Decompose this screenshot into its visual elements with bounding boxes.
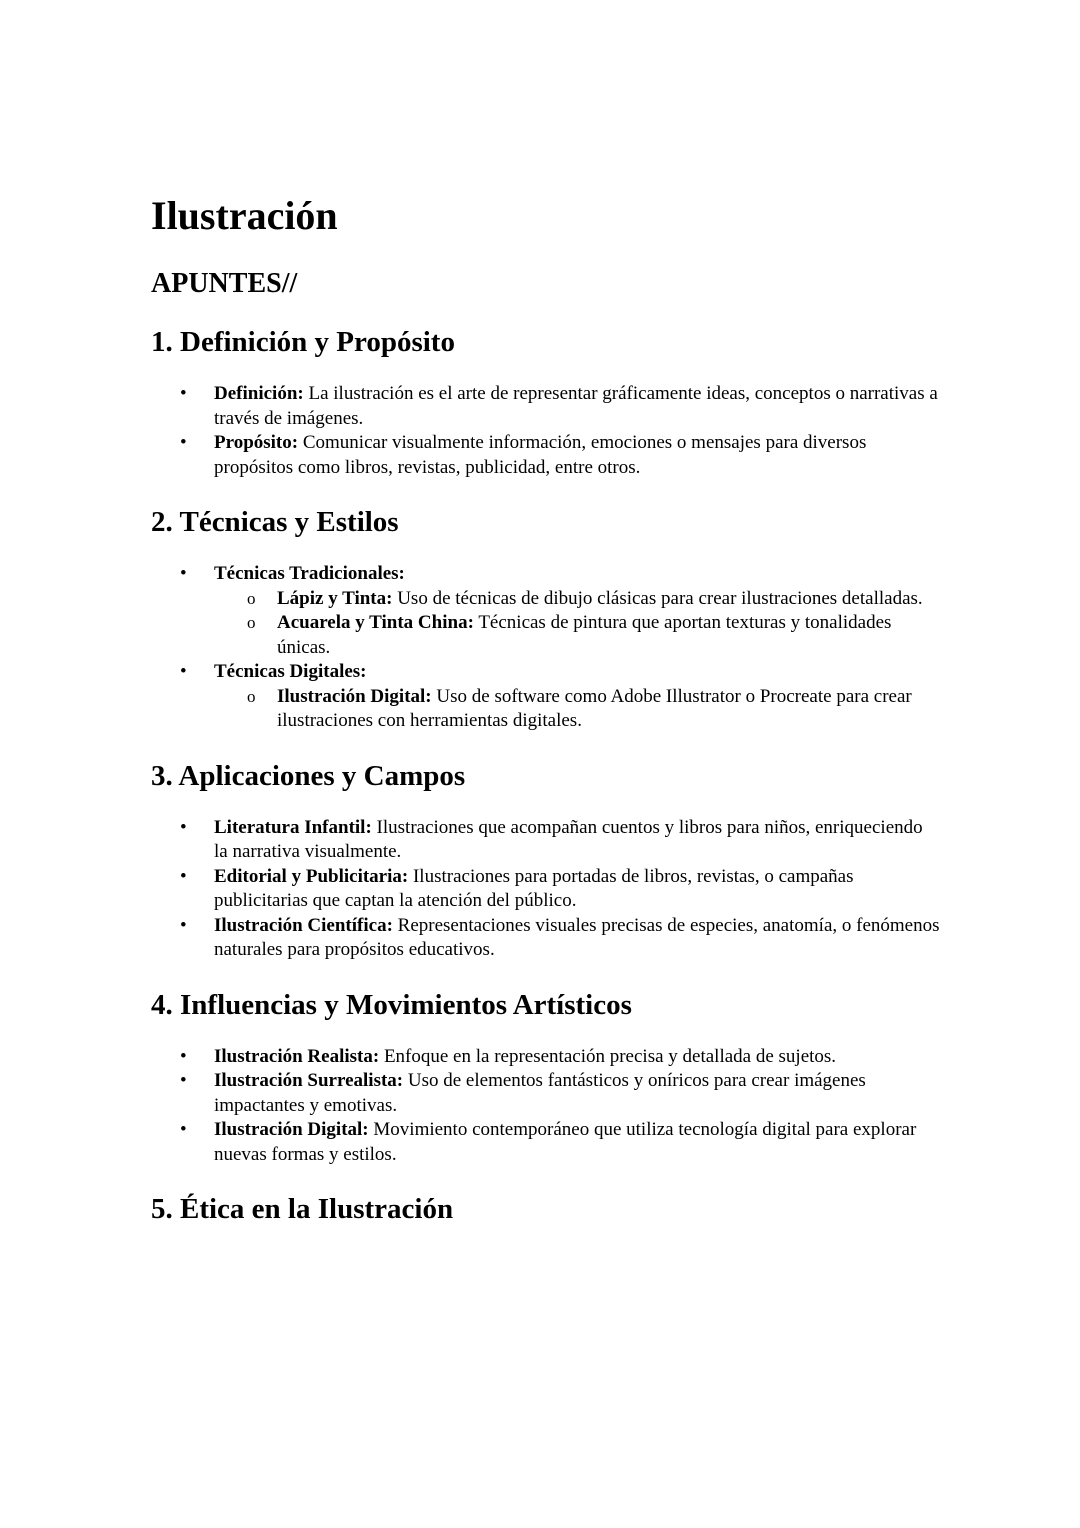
- item-text: Movimiento contemporáneo que utiliza tecnología digital para explorar nuevas formas y estilos.: [214, 1119, 917, 1165]
- item-term: Acuarela y Tinta China:: [277, 612, 474, 633]
- item-text: Enfoque en la representación precisa y detallada de sujetos.: [379, 1045, 837, 1067]
- item-term: Técnicas Tradicionales:: [214, 563, 405, 584]
- item-term: Lápiz y Tinta:: [277, 587, 393, 609]
- sub-list-item: [214, 611, 941, 660]
- item-text: Técnicas de pintura que aportan texturas y tonalidades únicas.: [277, 612, 892, 658]
- list-item: [151, 562, 941, 660]
- item-text: Uso de software como Adobe Illustrator o Procreate para crear ilustraciones con herramientas digitales.: [277, 685, 912, 731]
- item-term: Ilustración Digital:: [277, 685, 432, 707]
- document-page: [151, 190, 941, 1249]
- list-item: [151, 431, 941, 480]
- item-term: Ilustración Científica:: [214, 914, 393, 936]
- list-item: [151, 1045, 941, 1070]
- item-term: Ilustración Realista:: [214, 1045, 380, 1067]
- item-text: Uso de técnicas de dibujo clásicas para crear ilustraciones detalladas.: [392, 587, 923, 609]
- item-term: Ilustración Surrealista:: [214, 1070, 404, 1091]
- section-heading-1: 1. Definición y Propósito: [151, 326, 455, 358]
- section-list-2: [151, 562, 941, 734]
- section-heading-3: 3. Aplicaciones y Campos: [151, 759, 466, 792]
- list-item: [151, 914, 941, 963]
- item-term: Literatura Infantil:: [214, 816, 372, 838]
- section-heading-4: 4. Influencias y Movimientos Artísticos: [151, 988, 632, 1021]
- list-item: [151, 382, 941, 431]
- list-item: [151, 1118, 941, 1167]
- sub-list-item: [214, 685, 941, 734]
- document-subtitle: APUNTES//: [151, 268, 298, 299]
- item-term: Propósito:: [214, 432, 299, 453]
- item-term: Ilustración Digital:: [214, 1119, 369, 1140]
- list-item: [151, 816, 941, 865]
- item-term: Editorial y Publicitaria:: [214, 865, 409, 887]
- section-heading-5: 5. Ética en la Ilustración: [151, 1193, 454, 1225]
- item-text: Comunicar visualmente información, emociones o mensajes para diversos propósitos como libros, revistas, publicidad, entre otros.: [214, 432, 867, 478]
- list-item: [151, 1069, 941, 1118]
- item-term: Técnicas Digitales:: [214, 661, 367, 682]
- item-text: Representaciones visuales precisas de especies, anatomía, o fenómenos naturales para propósitos educativos.: [214, 914, 940, 960]
- section-heading-2: 2. Técnicas y Estilos: [151, 506, 399, 538]
- section-list-3: [151, 816, 941, 963]
- sub-list: [214, 587, 941, 661]
- item-text: Ilustraciones que acompañan cuentos y libros para niños, enriqueciendo la narrativa visualmente.: [214, 816, 923, 862]
- list-item: [151, 660, 941, 734]
- section-list-4: [151, 1045, 941, 1168]
- item-text: Ilustraciones para portadas de libros, revistas, o campañas publicitarias que captan la atención del público.: [214, 865, 854, 911]
- item-text: Uso de elementos fantásticos y oníricos para crear imágenes impactantes y emotivas.: [214, 1070, 866, 1116]
- item-text: La ilustración es el arte de representar gráficamente ideas, conceptos o narrativas a través de imágenes.: [214, 383, 938, 429]
- section-list-1: [151, 382, 941, 480]
- sub-list: [214, 685, 941, 734]
- document-title: Ilustración: [151, 193, 338, 238]
- item-term: Definición:: [214, 383, 304, 404]
- list-item: [151, 865, 941, 914]
- sub-list-item: [214, 587, 941, 612]
